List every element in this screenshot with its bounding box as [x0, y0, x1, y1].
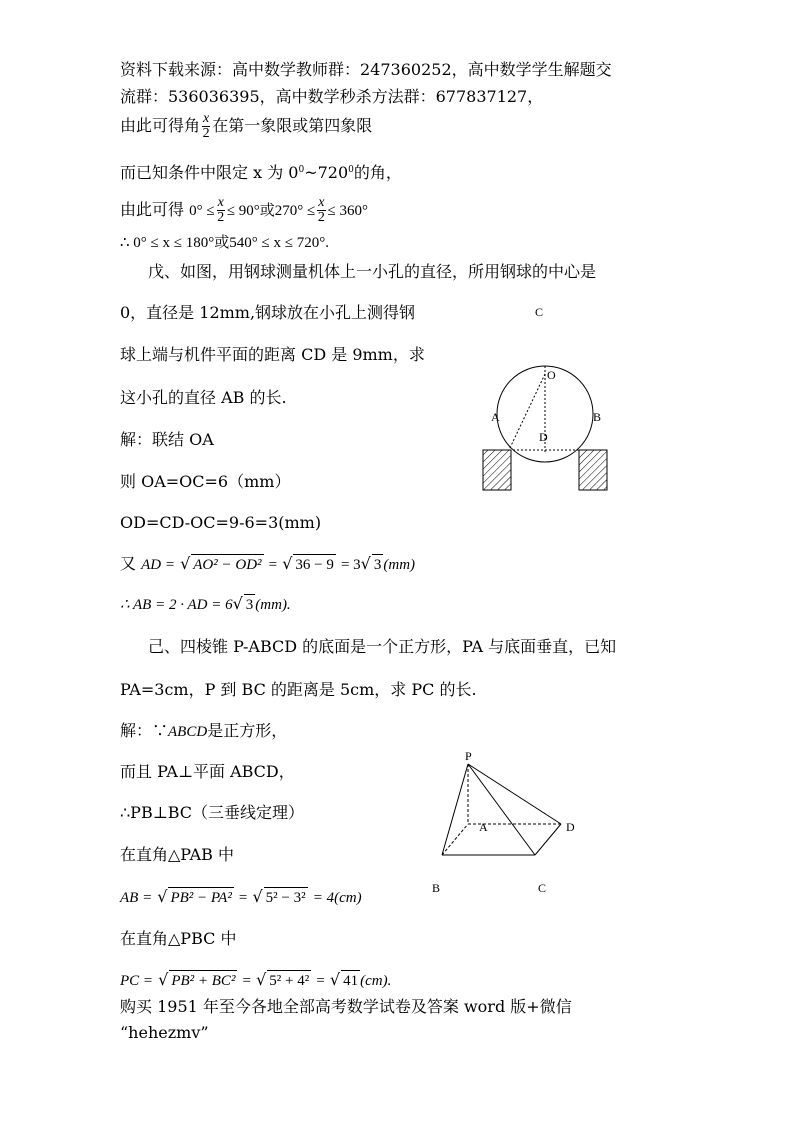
solution-ji-3: ∴PB⊥BC（三垂线定理） — [120, 803, 305, 822]
label-a2: A — [479, 820, 488, 834]
range-condition-line: 而已知条件中限定 x 为 $0^0\sim 720^0$的角， — [120, 163, 402, 182]
solution-ji-7: PC = √ PB² + BC² = √ 5² + 4² = √ 41 (cm). — [120, 970, 392, 989]
problem-wu-line-2: 0，直径是 12mm,钢球放在小孔上测得钢 — [120, 303, 416, 322]
header-line-1: 资料下载来源：高中数学教师群：247360252，高中数学学生解题交 — [120, 60, 612, 79]
problem-wu-line-1: 戊、如图，用钢球测量机体上一小孔的直径，所用钢球的中心是 — [148, 262, 597, 281]
conclusion-line: ∴ 0° ≤ x ≤ 180°或540° ≤ x ≤ 720°. — [120, 235, 329, 251]
solution-wu-2: 则 OA=OC=6（mm） — [120, 472, 291, 491]
problem-wu-line-4: 这小孔的直径 AB 的长. — [120, 388, 287, 407]
solution-ji-6: 在直角△PBC 中 — [120, 929, 237, 948]
label-b: B — [593, 410, 602, 424]
label-o: O — [547, 368, 556, 382]
problem-ji-line-1: 己、四棱锥 P-ABCD 的底面是一个正方形，PA 与底面垂直，已知 — [148, 637, 617, 656]
label-c: C — [535, 305, 544, 319]
solution-wu-3: OD=CD-OC=9-6=3(mm) — [120, 513, 322, 532]
label-b2: B — [432, 881, 441, 895]
fraction-x-over-2: $\frac{x}{2}$ — [202, 111, 210, 141]
left-block — [483, 450, 511, 490]
footer-line-1: 购买 1951 年至今各地全部高考数学试卷及答案 word 版+微信 — [120, 997, 572, 1016]
label-d: D — [539, 430, 548, 444]
solution-ji-4: 在直角△PAB 中 — [120, 845, 235, 864]
solution-wu-1: 解：联结 OA — [120, 430, 214, 449]
solution-wu-4: 又 AD = √ AO² − OD² = √ 36 − 9 = 3√ 3 (mm) — [120, 554, 416, 573]
label-a: A — [491, 410, 500, 424]
label-p: P — [465, 750, 472, 763]
right-block — [579, 450, 607, 490]
steel-ball-figure — [475, 300, 625, 500]
problem-ji-line-2: PA=3cm，P 到 BC 的距离是 5cm，求 PC 的长. — [120, 680, 477, 699]
angle-quadrant-line: 由此可得角 $\frac{x}{2}$ 在第一象限或第四象限 — [120, 111, 373, 141]
problem-wu-line-3: 球上端与机件平面的距离 CD 是 9mm，求 — [120, 345, 425, 364]
solution-ji-1: 解：∵ABCD是正方形， — [120, 721, 288, 740]
solution-ji-2: 而且 PA⊥平面 ABCD， — [120, 762, 295, 781]
inequality-line: 由此可得 0° ≤ $\frac{x}{2}$ ≤ 90°或270° ≤ $\frac{x}{2}$ ≤ 360° — [120, 195, 368, 225]
header-line-2: 流群：536036395，高中数学秒杀方法群：677837127， — [120, 87, 544, 106]
label-d2: D — [566, 820, 575, 834]
label-c2: C — [538, 881, 547, 895]
footer-line-2: “hehezmv” — [120, 1023, 209, 1042]
pyramid-figure — [425, 750, 585, 900]
solution-wu-5: ∴ AB = 2 · AD = 6√ 3 (mm). — [120, 594, 291, 613]
solution-ji-5: AB = √ PB² − PA² = √ 5² − 3² = 4(cm) — [120, 887, 362, 906]
